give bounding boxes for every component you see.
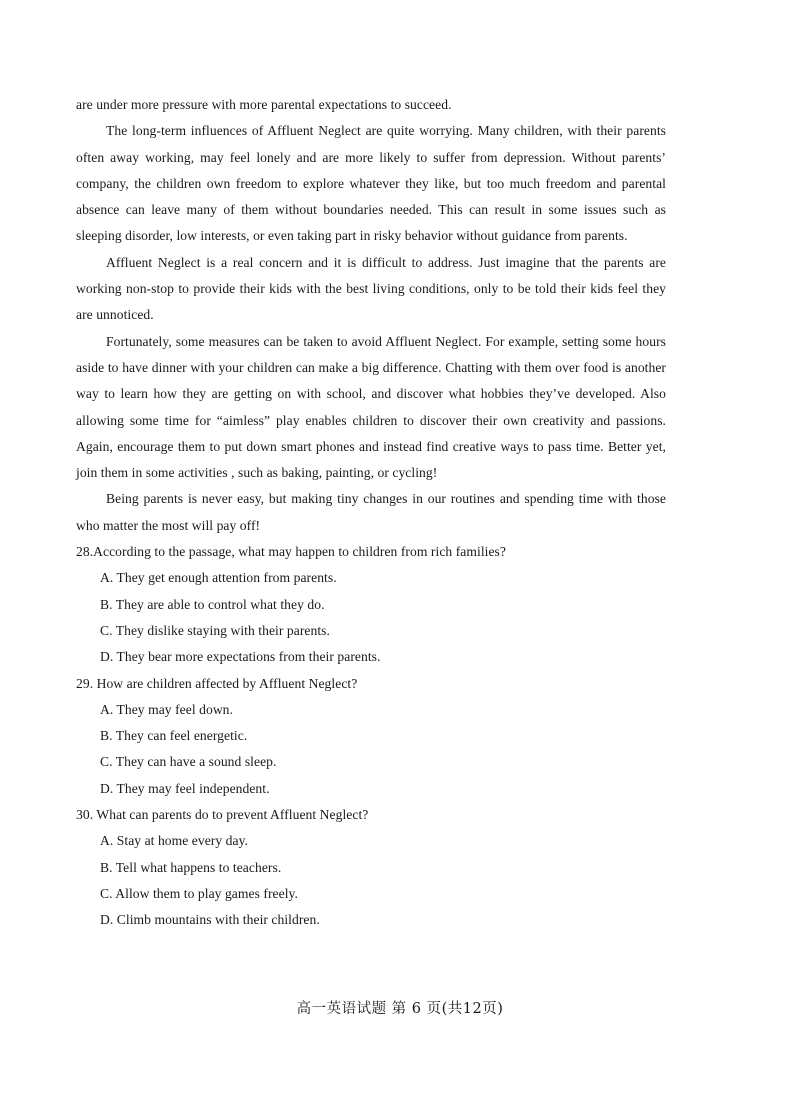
answer-option-b: B. They are able to control what they do. xyxy=(100,596,325,612)
question-30 xyxy=(76,802,666,933)
answer-option-b: B. Tell what happens to teachers. xyxy=(100,859,282,875)
question-29 xyxy=(76,671,666,802)
answer-option-a: A. Stay at home every day. xyxy=(100,833,249,849)
page-footer: 高一英语试题 第 6 页(共12页) xyxy=(296,1001,504,1017)
answer-option-d: D. They may feel independent. xyxy=(100,780,270,796)
answer-option-d: D. Climb mountains with their children. xyxy=(100,912,320,928)
answer-option-c: C. They can have a sound sleep. xyxy=(100,754,277,770)
reading-passage xyxy=(76,92,666,539)
answer-option-c: C. Allow them to play games freely. xyxy=(100,885,298,901)
answer-option-c: C. They dislike staying with their parents. xyxy=(100,622,330,638)
answer-options xyxy=(76,828,666,933)
passage-paragraph: Affluent Neglect is a real concern and it is difficult to address. Just imagine that the parents are working non-stop to provide their kids with the best living conditions, only to be told their kids feel they are unnoticed. xyxy=(76,254,666,323)
answer-option-d: D. They bear more expectations from their parents. xyxy=(100,649,381,665)
question-stem: 29. How are children affected by Affluent Neglect? xyxy=(76,675,358,691)
answer-option-a: A. They may feel down. xyxy=(100,701,233,717)
passage-paragraph: are under more pressure with more parental expectations to succeed. xyxy=(76,97,452,112)
answer-option-a: A. They get enough attention from parents. xyxy=(100,570,337,586)
question-28 xyxy=(76,539,666,670)
passage-paragraph: Fortunately, some measures can be taken to avoid Affluent Neglect. For example, setting some hours aside to have dinner with your children can make a big difference. Chatting with them over food is another way to learn how they are getting on with school, and discover what hobbies they’ve developed. Also allowing some time for “aimless” play enables children to discover their own creativity and passions. Again, encourage them to put down smart phones and instead find creative ways to pass time. Better yet, join them in some activities , such as baking, painting, or cycling! xyxy=(76,333,666,481)
answer-option-b: B. They can feel energetic. xyxy=(100,728,248,744)
passage-paragraph: The long-term influences of Affluent Neglect are quite worrying. Many children, with their parents often away working, may feel lonely and are more likely to suffer from depression. Without parents’ company, the children own freedom to explore whatever they like, but too much freedom and parental absence can leave many of them without boundaries needed. This can result in some issues such as sleeping disorder, low interests, or even taking part in risky behavior without guidance from parents. xyxy=(76,123,666,244)
question-stem: 30. What can parents do to prevent Affluent Neglect? xyxy=(76,807,369,823)
question-stem: 28.According to the passage, what may happen to children from rich families? xyxy=(76,544,506,560)
answer-options xyxy=(76,565,666,670)
passage-paragraph: Being parents is never easy, but making tiny changes in our routines and spending time with those who matter the most will pay off! xyxy=(76,491,666,533)
page-content xyxy=(76,92,666,934)
answer-options xyxy=(76,697,666,802)
